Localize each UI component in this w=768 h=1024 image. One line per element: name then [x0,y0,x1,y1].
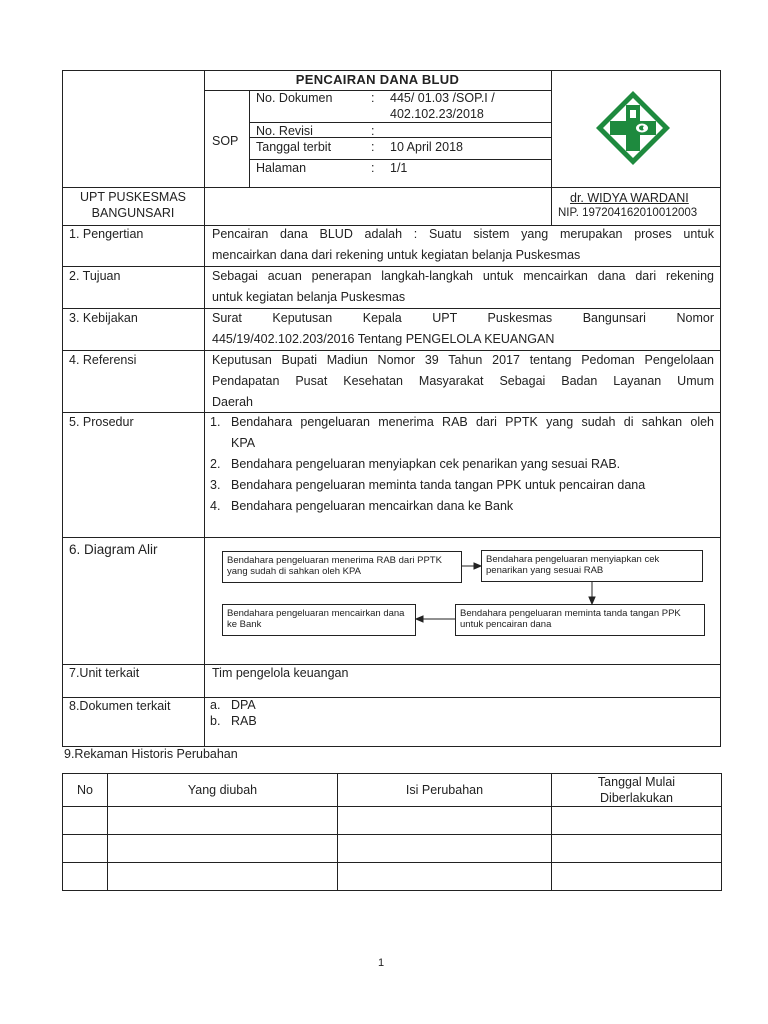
page-label: Halaman [256,161,307,175]
history-header-content: Isi Perubahan [337,773,552,807]
tujuan-line-1: Sebagai acuan penerapan langkah-langkah untuk mencairkan dana dari rekening [212,269,714,283]
history-row-1-content [337,806,552,835]
prosedur-step-4-num: 4. [210,499,221,513]
flow-box-1: Bendahara pengeluaran menerima RAB dari PPTK yang sudah di sahkan oleh KPA [222,551,462,583]
revision-colon: : [371,124,375,138]
history-row-2-content [337,834,552,863]
history-header-date-2: Diberlakukan [600,791,673,805]
signer-nip: NIP. 197204162010012003 [558,207,698,219]
history-row-3-date [551,862,722,891]
org-name-2: BANGUNSARI [91,206,175,220]
history-title: 9.Rekaman Historis Perubahan [64,747,238,761]
unit-label: 7.Unit terkait [69,666,140,680]
prosedur-step-2-num: 2. [210,457,221,471]
history-header-date [551,773,722,807]
issue-date-value: 10 April 2018 [390,140,463,154]
flow-arrow-3-4-head [416,616,423,622]
history-row-2-no [62,834,108,863]
tujuan-label: 2. Tujuan [69,269,121,283]
dokumen-item-b: RAB [231,714,257,728]
pengertian-line-2: mencairkan dana dari rekening untuk kegiatan belanja Puskesmas [212,248,581,262]
flow-arrow-2-3-head [589,597,595,604]
history-header-changed: Yang diubah [107,773,338,807]
doc-no-value-2: 402.102.23/2018 [390,107,484,121]
history-row-2-changed [107,834,338,863]
history-header-no: No [62,773,108,807]
sop-label: SOP [212,134,239,148]
history-row-3-content [337,862,552,891]
signer-name: dr. WIDYA WARDANI [570,191,689,205]
page-number: 1 [378,957,385,969]
unit-value: Tim pengelola keuangan [212,666,349,680]
history-row-2-date [551,834,722,863]
doc-no-value-1: 445/ 01.03 /SOP.I / [390,91,495,105]
prosedur-step-1-cont: KPA [231,436,256,450]
history-header-date-1: Tanggal Mulai [597,775,676,789]
prosedur-label: 5. Prosedur [69,415,134,429]
doc-no-label: No. Dokumen [256,91,333,105]
flow-box-4: Bendahara pengeluaran mencairkan dana ke Bank [222,604,416,636]
history-row-3-changed [107,862,338,891]
history-row-1-changed [107,806,338,835]
issue-date-colon: : [371,140,375,154]
prosedur-step-3-num: 3. [210,478,221,492]
pengertian-label: 1. Pengertian [69,227,144,241]
issue-date-label: Tanggal terbit [256,140,332,154]
pengertian-line-1: Pencairan dana BLUD adalah : Suatu sistem yang merupakan proses untuk [212,227,714,241]
revision-label: No. Revisi [256,124,313,138]
flow-box-2: Bendahara pengeluaran menyiapkan cek penarikan yang sesuai RAB [481,550,703,582]
dokumen-label: 8.Dokumen terkait [69,699,171,713]
dokumen-item-a: DPA [231,698,256,712]
page-value: 1/1 [390,161,408,175]
dokumen-item-a-letter: a. [210,698,221,712]
diagram-label: 6. Diagram Alir [69,542,158,557]
referensi-label: 4. Referensi [69,353,137,367]
history-row-1-date [551,806,722,835]
doc-no-colon: : [371,91,375,105]
prosedur-step-1-num: 1. [210,415,221,429]
kebijakan-line-2: 445/19/402.102.203/2016 Tentang PENGELOLA KEUANGAN [212,332,555,346]
tujuan-line-2: untuk kegiatan belanja Puskesmas [212,290,406,304]
referensi-line-2: Pendapatan Pusat Kesehatan Masyarakat Sebagai Badan Layanan Umum [212,374,714,388]
org-name-1: UPT PUSKESMAS [79,190,187,204]
prosedur-step-3: Bendahara pengeluaran meminta tanda tangan PPK untuk pencairan dana [231,478,646,492]
dokumen-item-b-letter: b. [210,714,221,728]
document-title: PENCAIRAN DANA BLUD [295,72,460,87]
history-row-3-no [62,862,108,891]
history-row-1-no [62,806,108,835]
flow-box-3: Bendahara pengeluaran meminta tanda tangan PPK untuk pencairan dana [455,604,705,636]
flow-arrow-1-2-head [474,563,481,569]
kebijakan-line-1: Surat Keputusan Kepala UPT Puskesmas Bangunsari Nomor [212,311,714,325]
prosedur-step-2: Bendahara pengeluaran menyiapkan cek penarikan yang sesuai RAB. [231,457,621,471]
page-colon: : [371,161,375,175]
prosedur-step-4: Bendahara pengeluaran mencairkan dana ke Bank [231,499,514,513]
kebijakan-label: 3. Kebijakan [69,311,138,325]
referensi-line-1: Keputusan Bupati Madiun Nomor 39 Tahun 2017 tentang Pedoman Pengelolaan [212,353,714,367]
prosedur-step-1: Bendahara pengeluaran menerima RAB dari PPTK yang sudah di sahkan oleh [231,415,714,429]
referensi-line-3: Daerah [212,395,253,409]
